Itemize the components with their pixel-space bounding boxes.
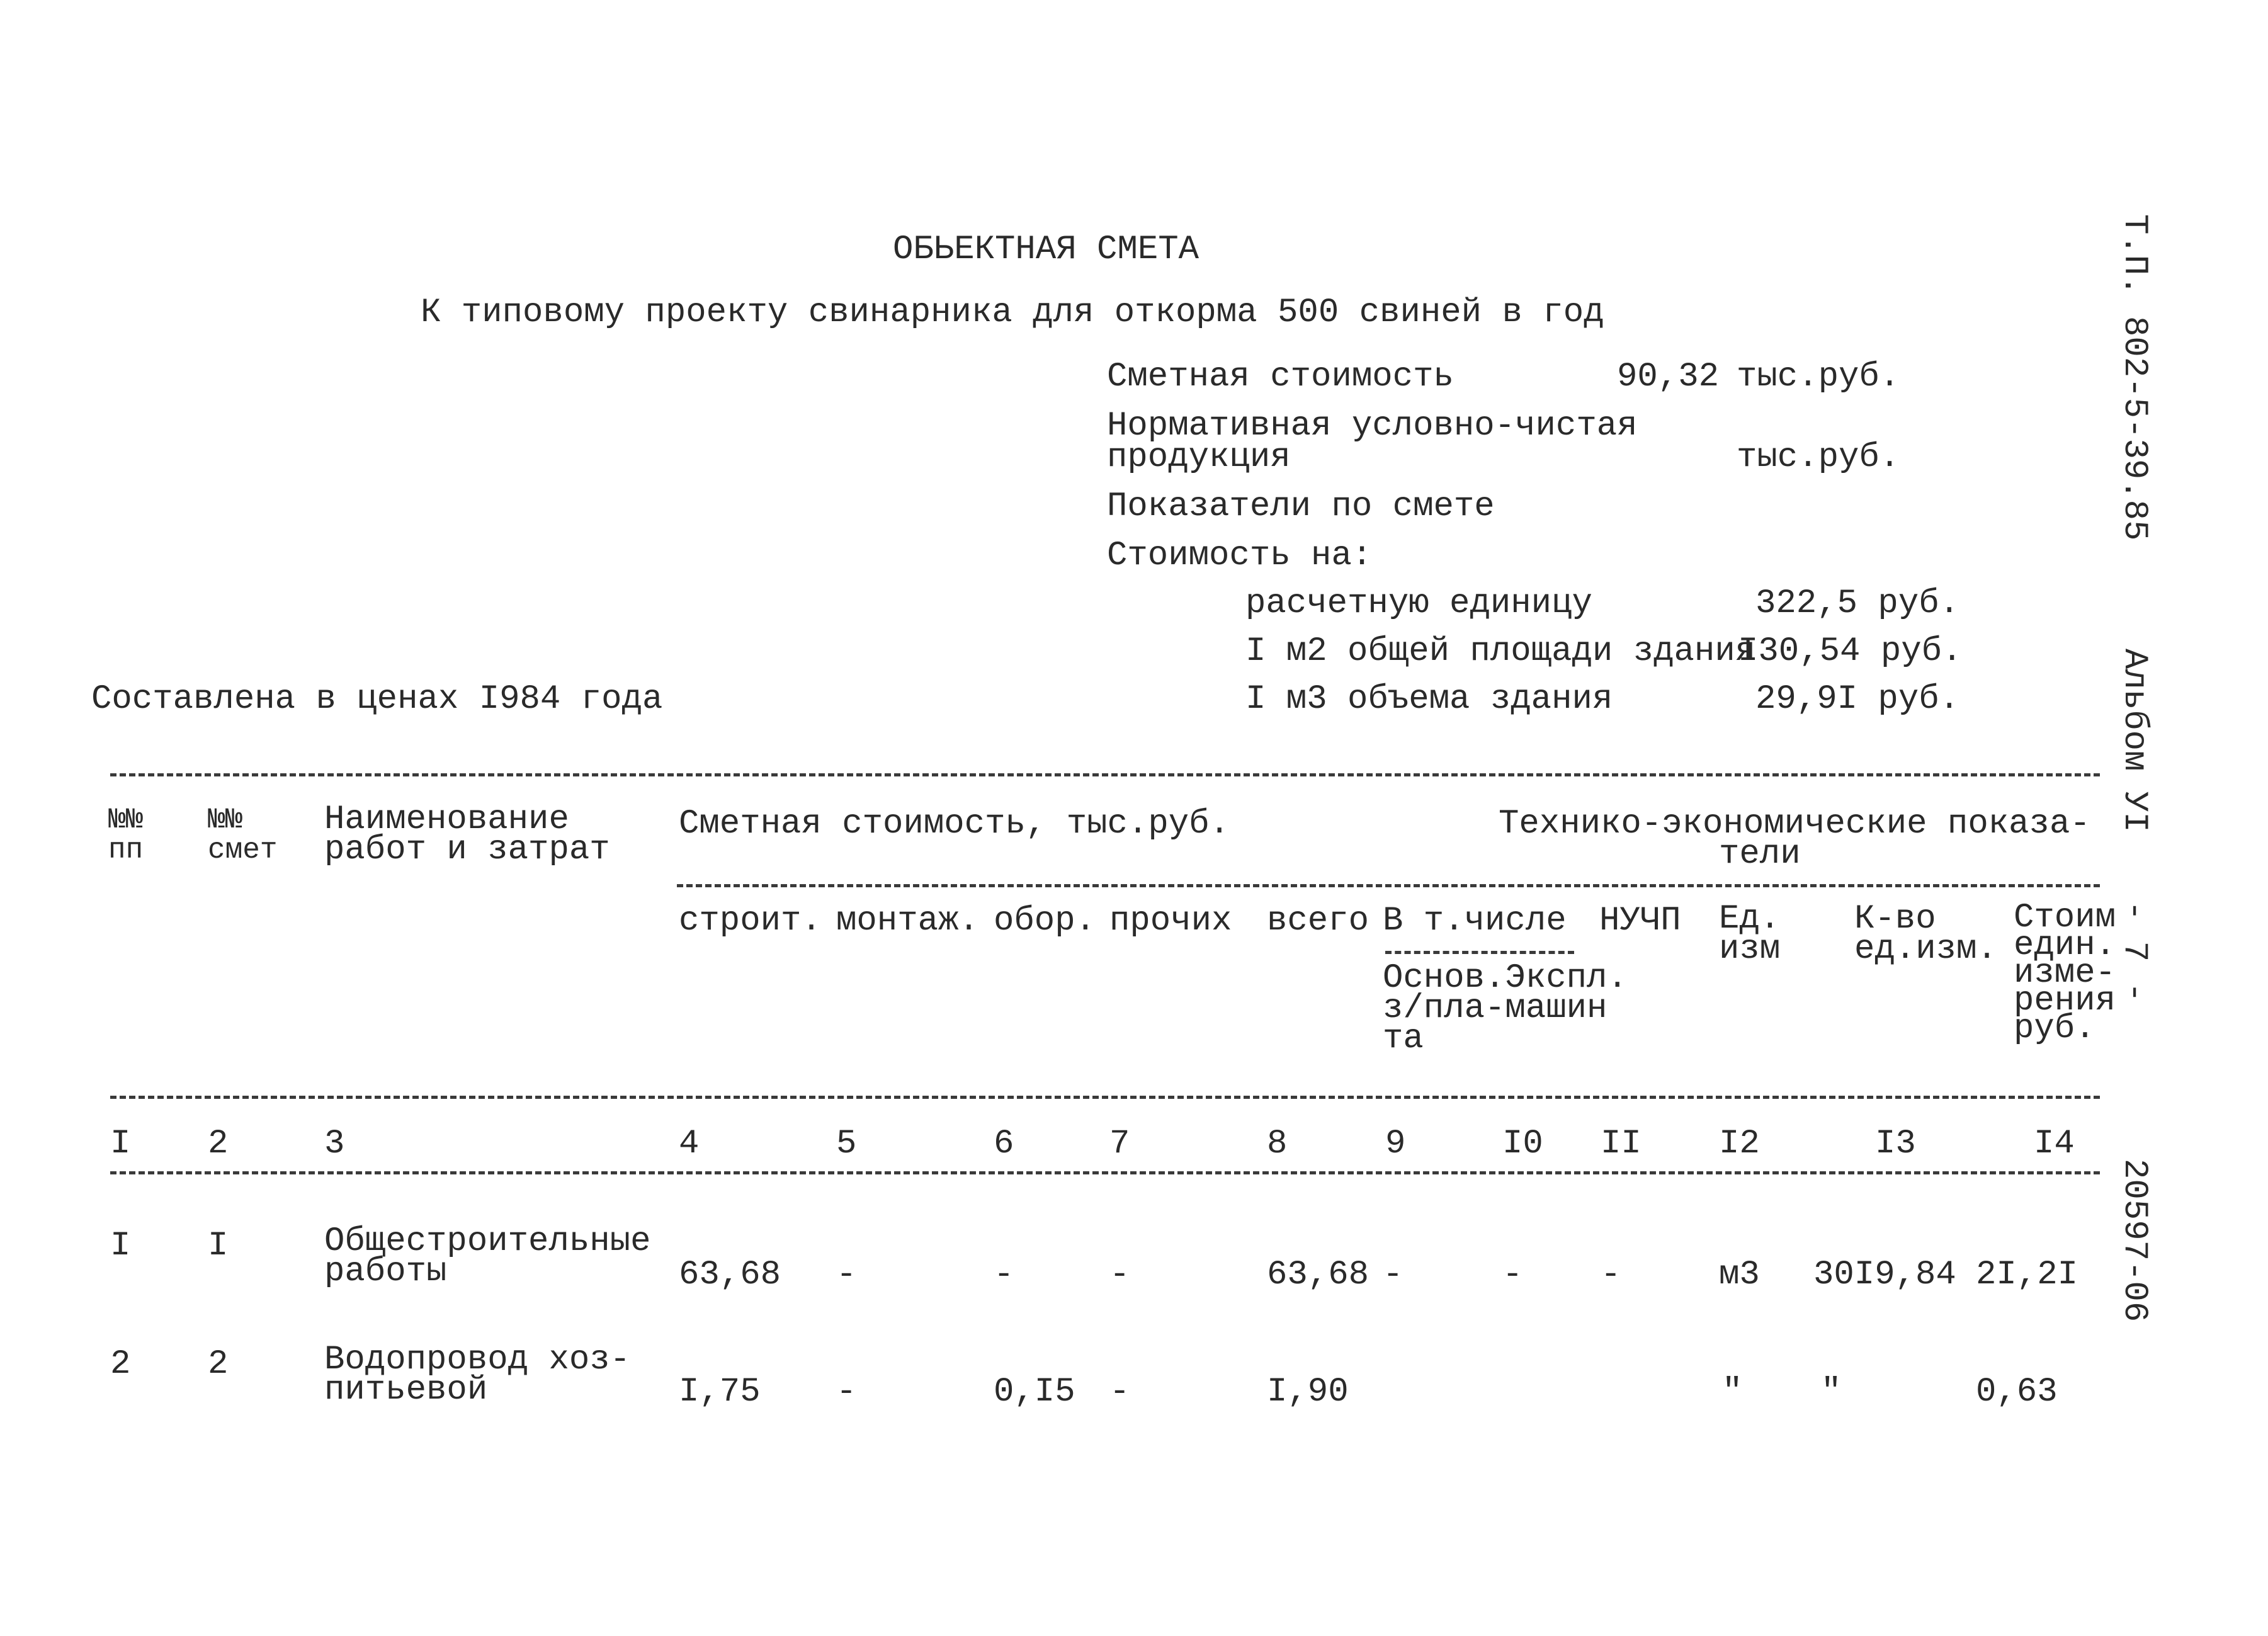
row-nsmet: I: [208, 1227, 229, 1265]
header-npp: №№ пп: [108, 804, 144, 866]
compiled-note: Составлена в ценах I984 года: [91, 680, 663, 719]
header-vsego: всего: [1267, 902, 1369, 940]
per-m2-label: I м2 общей площади здания: [1245, 632, 1756, 671]
colnum-7: 7: [1109, 1125, 1130, 1163]
row-stroit: 63,68: [679, 1256, 781, 1294]
header-ed: Ед. изм: [1719, 900, 1781, 969]
norm-unit: тыс.руб.: [1737, 438, 1900, 477]
per-unit-label: расчетную единицу: [1245, 584, 1592, 623]
row-npp: 2: [110, 1345, 131, 1383]
side-doc-number: 20597-06: [2115, 1159, 2153, 1322]
row-nsmet: 2: [208, 1345, 229, 1383]
row-name: Водопровод хоз- питьевой: [324, 1341, 631, 1409]
row-obor: 0,I5: [994, 1373, 1075, 1411]
row-stoim: 0,63: [1976, 1373, 2058, 1411]
row-nuchp: -: [1601, 1256, 1621, 1294]
norm-label-line1: Нормативная условно-чистая: [1107, 407, 1638, 445]
colnum-1: I: [110, 1125, 131, 1163]
cost-unit: тыс.руб.: [1737, 358, 1900, 396]
doc-title: ОБЬЕКТНАЯ СМЕТА: [893, 230, 1199, 269]
column-numbers-rule: [110, 1171, 2100, 1174]
doc-subtitle: К типовому проекту свинарника для откорма 500 свиней в год: [421, 293, 1604, 332]
colnum-9: 9: [1385, 1125, 1406, 1163]
header-nuchp: НУЧП: [1599, 902, 1681, 940]
per-m2-value: I30,54 руб.: [1738, 632, 1963, 671]
header-stroit: строит.: [679, 902, 822, 940]
row-obor: -: [994, 1256, 1014, 1294]
header-bottom-rule: [110, 1096, 2100, 1099]
header-stoim: Стоим един. изме- рения руб.: [2014, 899, 2116, 1048]
per-unit-value: 322,5 руб.: [1755, 584, 1960, 623]
colnum-2: 2: [208, 1125, 229, 1163]
table-top-rule: [110, 773, 2100, 776]
norm-label-line2: продукция: [1107, 438, 1291, 477]
header-cost: Сметная стоимость, тыс.руб.: [679, 805, 1230, 843]
colnum-10: I0: [1502, 1125, 1543, 1163]
cost-label: Сметная стоимость: [1107, 358, 1454, 396]
colnum-3: 3: [324, 1125, 345, 1163]
row-proch: -: [1109, 1256, 1130, 1294]
colnum-12: I2: [1719, 1125, 1760, 1163]
colnum-13: I3: [1875, 1125, 1916, 1163]
header-vtch: В т.числе: [1383, 902, 1567, 940]
row-montazh: -: [836, 1373, 857, 1411]
colnum-5: 5: [836, 1125, 857, 1163]
row-vsego: 63,68: [1267, 1256, 1369, 1294]
row-kvo: ": [1821, 1373, 1842, 1411]
colnum-11: II: [1601, 1125, 1641, 1163]
header-kvo: К-во ед.изм.: [1854, 900, 1997, 969]
colnum-6: 6: [994, 1125, 1014, 1163]
header-montazh: монтаж.: [836, 902, 979, 940]
header-name: Наименование работ и затрат: [324, 800, 610, 869]
side-page-number: - 7 -: [2115, 900, 2153, 1003]
cost-per-label: Стоимость на:: [1107, 537, 1373, 575]
row-ed: м3: [1719, 1256, 1760, 1294]
row-osn: -: [1383, 1256, 1403, 1294]
row-montazh: -: [836, 1256, 857, 1294]
header-nsmet: №№ смет: [208, 804, 278, 866]
colnum-14: I4: [2034, 1125, 2075, 1163]
indicators-label: Показатели по смете: [1107, 487, 1495, 526]
header-tech-cont: тели: [1719, 835, 1801, 873]
side-project-code: Т.П. 802-5-39.85: [2115, 214, 2153, 541]
side-album: Альбом УI: [2115, 649, 2153, 832]
row-kvo: 30I9,84: [1813, 1256, 1956, 1294]
breakdown-rule: [1385, 951, 1574, 954]
colnum-8: 8: [1267, 1125, 1288, 1163]
header-proch: прочих: [1109, 902, 1232, 940]
per-m3-label: I м3 объема здания: [1245, 680, 1613, 719]
row-stoim: 2I,2I: [1976, 1256, 2078, 1294]
cost-subheader-rule: [677, 884, 2100, 887]
row-name: Общестроительные работы: [324, 1222, 651, 1291]
row-ed: ": [1722, 1373, 1743, 1411]
cost-value: 90,32: [1617, 358, 1720, 396]
row-ekspl: -: [1502, 1256, 1523, 1294]
header-osnov-ekspl: Основ.Экспл. з/пла-машин та: [1383, 959, 1628, 1058]
header-tech: Технико-экономические показа-: [1499, 805, 2090, 843]
row-stroit: I,75: [679, 1373, 761, 1411]
header-obor: обор.: [994, 902, 1096, 940]
row-proch: -: [1109, 1373, 1130, 1411]
per-m3-value: 29,9I руб.: [1755, 680, 1960, 719]
colnum-4: 4: [679, 1125, 700, 1163]
row-npp: I: [110, 1227, 131, 1265]
row-vsego: I,90: [1267, 1373, 1349, 1411]
